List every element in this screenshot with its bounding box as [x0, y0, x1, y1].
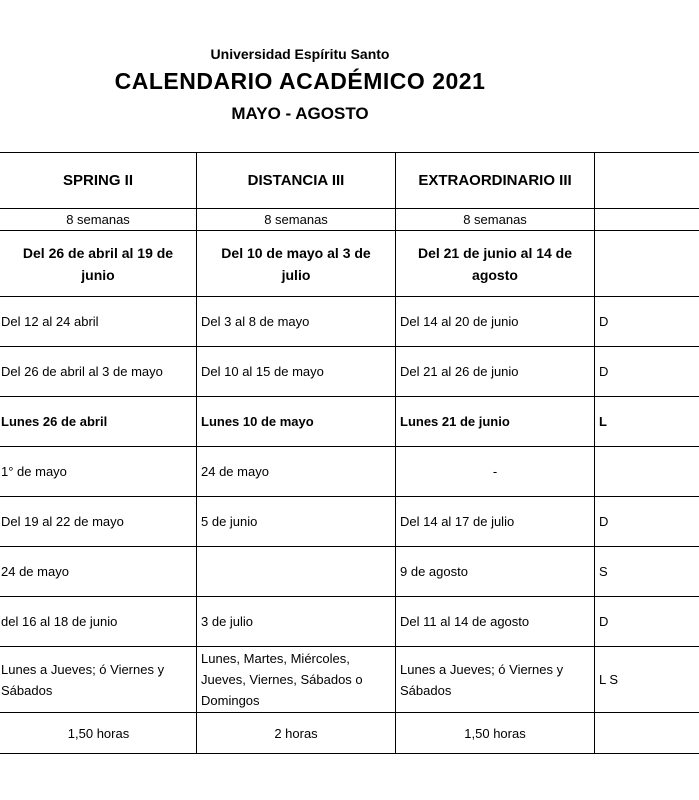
table-cell: Lunes a Jueves; ó Viernes y Sábados — [1, 661, 165, 698]
date-range-cell: Del 26 de abril al 19 de junio — [22, 244, 174, 283]
table-cell: Lunes 21 de junio — [400, 414, 510, 429]
table-cell: Del 10 al 15 de mayo — [201, 364, 324, 379]
table-cell: Del 11 al 14 de agosto — [400, 614, 530, 629]
table-cell: Del 14 al 20 de junio — [400, 314, 519, 329]
table-cell: S — [599, 564, 608, 579]
table-cell: 1,50 horas — [464, 725, 526, 741]
date-range-cell: Del 21 de junio al 14 de agosto — [417, 244, 573, 283]
table-cell: 24 de mayo — [201, 464, 269, 479]
table-cell: 24 de mayo — [1, 564, 69, 579]
table-cell: Lunes 26 de abril — [1, 414, 108, 429]
table-cell: 5 de junio — [201, 514, 258, 529]
table-cell: Del 14 al 17 de julio — [400, 514, 515, 529]
table-cell: Lunes 10 de mayo — [201, 414, 314, 429]
table-cell: 2 horas — [274, 725, 318, 741]
table-cell: Del 3 al 8 de mayo — [201, 314, 310, 329]
column-header: SPRING II — [62, 172, 133, 189]
table-cell — [595, 447, 699, 496]
table-cell: del 16 al 18 de junio — [1, 614, 118, 629]
duration-cell: 8 semanas — [66, 212, 130, 227]
table-cell: 3 de julio — [201, 614, 254, 629]
duration-cell: 8 semanas — [264, 212, 328, 227]
table-cell — [197, 547, 395, 596]
table-cell: Lunes a Jueves; ó Viernes y Sábados — [400, 661, 564, 698]
table-cell: 1° de mayo — [1, 464, 67, 479]
date-range-cell: Del 10 de mayo al 3 de julio — [221, 244, 371, 283]
table-cell: Lunes, Martes, Miércoles, Jueves, Viernes, Sábados o Domingos — [201, 651, 363, 708]
table-cell — [595, 713, 699, 753]
table-cell: Del 21 al 26 de junio — [400, 364, 519, 379]
table-cell: D — [599, 364, 609, 379]
table-cell: Del 12 al 24 abril — [1, 314, 99, 329]
table-cell: 1,50 horas — [67, 725, 130, 741]
university-name: Universidad Espíritu Santo — [210, 46, 390, 62]
table-cell: L — [599, 414, 607, 429]
duration-cell: 8 semanas — [463, 212, 527, 227]
table-cell: Del 19 al 22 de mayo — [1, 514, 124, 529]
date-range-cell — [595, 231, 699, 296]
page-subtitle: MAYO - AGOSTO — [231, 104, 369, 123]
page-title: CALENDARIO ACADÉMICO 2021 — [114, 68, 486, 94]
table-cell: D — [599, 314, 609, 329]
table-cell: Del 26 de abril al 3 de mayo — [1, 364, 163, 379]
table-cell: D — [599, 614, 609, 629]
table-cell: D — [599, 514, 609, 529]
duration-cell — [595, 209, 699, 230]
column-header: EXTRAORDINARIO III — [418, 172, 572, 189]
table-row-divider — [0, 753, 699, 754]
column-header — [595, 153, 699, 208]
column-header: DISTANCIA III — [247, 172, 345, 189]
table-cell: L S — [599, 672, 619, 687]
table-cell: 9 de agosto — [400, 564, 468, 579]
table-cell: - — [492, 464, 498, 479]
